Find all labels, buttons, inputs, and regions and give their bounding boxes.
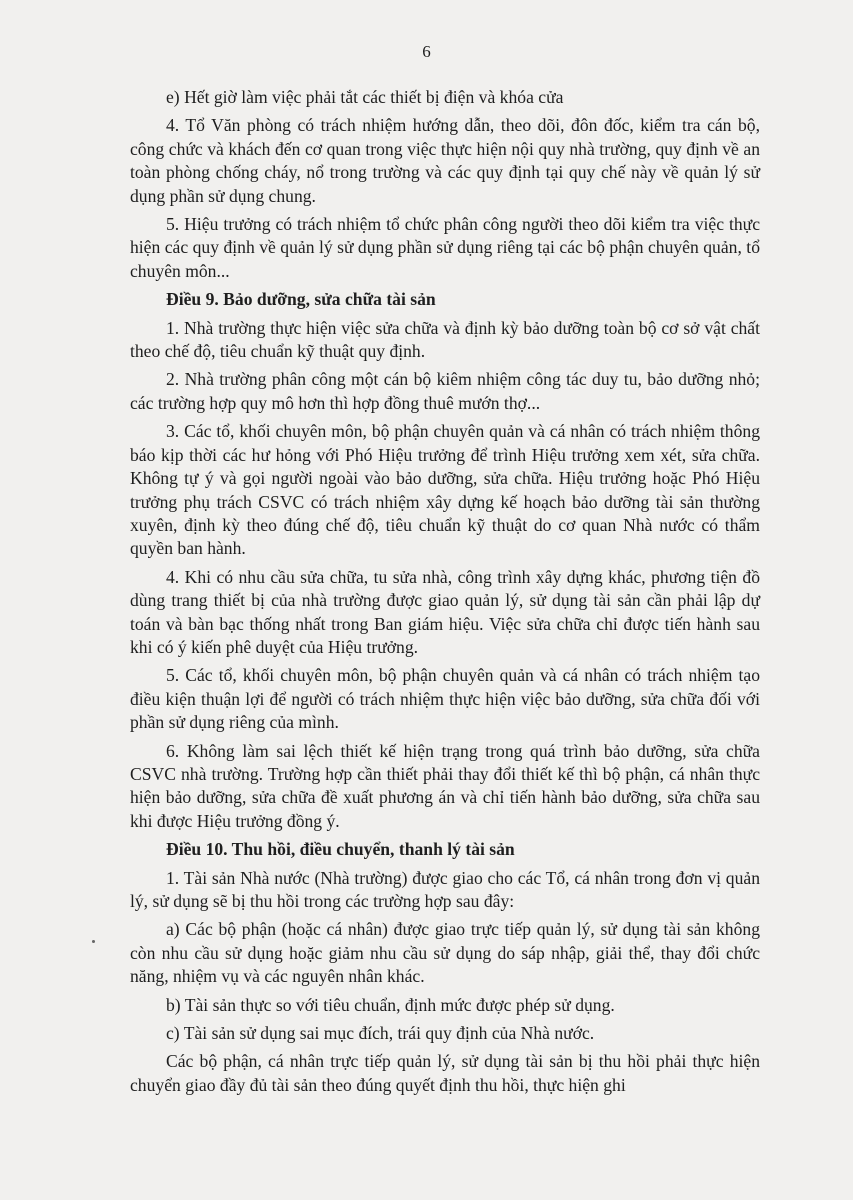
paragraph-article-10-transfer: Các bộ phận, cá nhân trực tiếp quản lý, sử dụng tài sản bị thu hồi phải thực hiện chuyển giao đầy đủ tài sản theo đúng quyết định thu hồi, thực hiện ghi	[130, 1051, 760, 1095]
paragraph-article-9-clause-3: 3. Các tổ, khối chuyên môn, bộ phận chuyên quản và cá nhân có trách nhiệm thông báo kịp thời các hư hỏng với Phó Hiệu trưởng để trình Hiệu trưởng xem xét, sửa chữa. Không tự ý và gọi người ngoài vào bảo dưỡng, sửa chữa. Hiệu trưởng hoặc Phó Hiệu trưởng phụ trách CSVC có trách nhiệm xây dựng kế hoạch bảo dưỡng tài sản thường xuyên, định kỳ theo đúng chế độ, tiêu chuẩn kỹ thuật do cơ quan Nhà nước có thẩm quyền ban hành.	[130, 421, 760, 559]
document-body	[130, 86, 760, 1102]
paragraph-article-10-clause-1: 1. Tài sản Nhà nước (Nhà trường) được giao cho các Tổ, cá nhân trong đơn vị quản lý, sử dụng sẽ bị thu hồi trong các trường hợp sau đây:	[130, 867, 760, 911]
scan-speck	[92, 940, 95, 943]
paragraph-article-10-item-a: a) Các bộ phận (hoặc cá nhân) được giao trực tiếp quản lý, sử dụng tài sản không còn nhu cầu sử dụng hoặc giảm nhu cầu sử dụng do sáp nhập, giải thể, thay đổi chức năng, nhiệm vụ và các nguyên nhân khác.	[130, 919, 760, 987]
paragraph-office-responsibility: 4. Tổ Văn phòng có trách nhiệm hướng dẫn, theo dõi, đôn đốc, kiểm tra cán bộ, công chức và khách đến cơ quan trong việc thực hiện nội quy nhà trường, quy định về an toàn phòng chống cháy, nổ trong trường và các quy định tại quy chế này về quản lý sử dụng phần sử dụng chung.	[130, 115, 760, 206]
paragraph-e-turn-off-devices: e) Hết giờ làm việc phải tắt các thiết bị điện và khóa cửa	[166, 87, 564, 107]
page-number: 6	[422, 42, 431, 61]
paragraph-article-9-clause-4: 4. Khi có nhu cầu sửa chữa, tu sửa nhà, công trình xây dựng khác, phương tiện đồ dùng trang thiết bị của nhà trường được giao quản lý, sử dụng tài sản cần phải lập dự toán và bàn bạc thống nhất trong Ban giám hiệu. Việc sửa chữa chỉ được tiến hành sau khi có ý kiến phê duyệt của Hiệu trưởng.	[130, 566, 760, 657]
paragraph-article-9-clause-2: 2. Nhà trường phân công một cán bộ kiêm nhiệm công tác duy tu, bảo dưỡng nhỏ; các trường hợp quy mô hơn thì hợp đồng thuê mướn thợ...	[130, 369, 760, 413]
paragraph-principal-responsibility: 5. Hiệu trưởng có trách nhiệm tổ chức phân công người theo dõi kiểm tra việc thực hiện các quy định về quản lý sử dụng phần sử dụng riêng tại các bộ phận chuyên quản, tổ chuyên môn...	[130, 214, 760, 281]
paragraph-article-9-clause-5: 5. Các tổ, khối chuyên môn, bộ phận chuyên quản và cá nhân có trách nhiệm tạo điều kiện thuận lợi để người có trách nhiệm thực hiện việc bảo dưỡng, sửa chữa đối với phần sử dụng riêng của mình.	[130, 665, 760, 733]
paragraph-article-10-item-b: b) Tài sản thực so với tiêu chuẩn, định mức được phép sử dụng.	[166, 994, 615, 1015]
heading-article-10: Điều 10. Thu hồi, điều chuyển, thanh lý tài sản	[166, 839, 515, 860]
heading-article-9: Điều 9. Bảo dưỡng, sửa chữa tài sản	[166, 289, 436, 310]
paragraph-article-9-clause-1: 1. Nhà trường thực hiện việc sửa chữa và định kỳ bảo dưỡng toàn bộ cơ sở vật chất theo chế độ, tiêu chuẩn kỹ thuật quy định.	[130, 317, 760, 362]
paragraph-article-10-item-c: c) Tài sản sử dụng sai mục đích, trái quy định của Nhà nước.	[166, 1023, 595, 1044]
paragraph-article-9-clause-6: 6. Không làm sai lệch thiết kế hiện trạng trong quá trình bảo dưỡng, sửa chữa CSVC nhà trường. Trường hợp cần thiết phải thay đổi thiết kế thì bộ phận, cá nhân thực hiện bảo dưỡng, sửa chữa đề xuất phương án và chỉ tiến hành bảo dưỡng, sửa chữa sau khi được Hiệu trưởng đồng ý.	[130, 740, 760, 831]
